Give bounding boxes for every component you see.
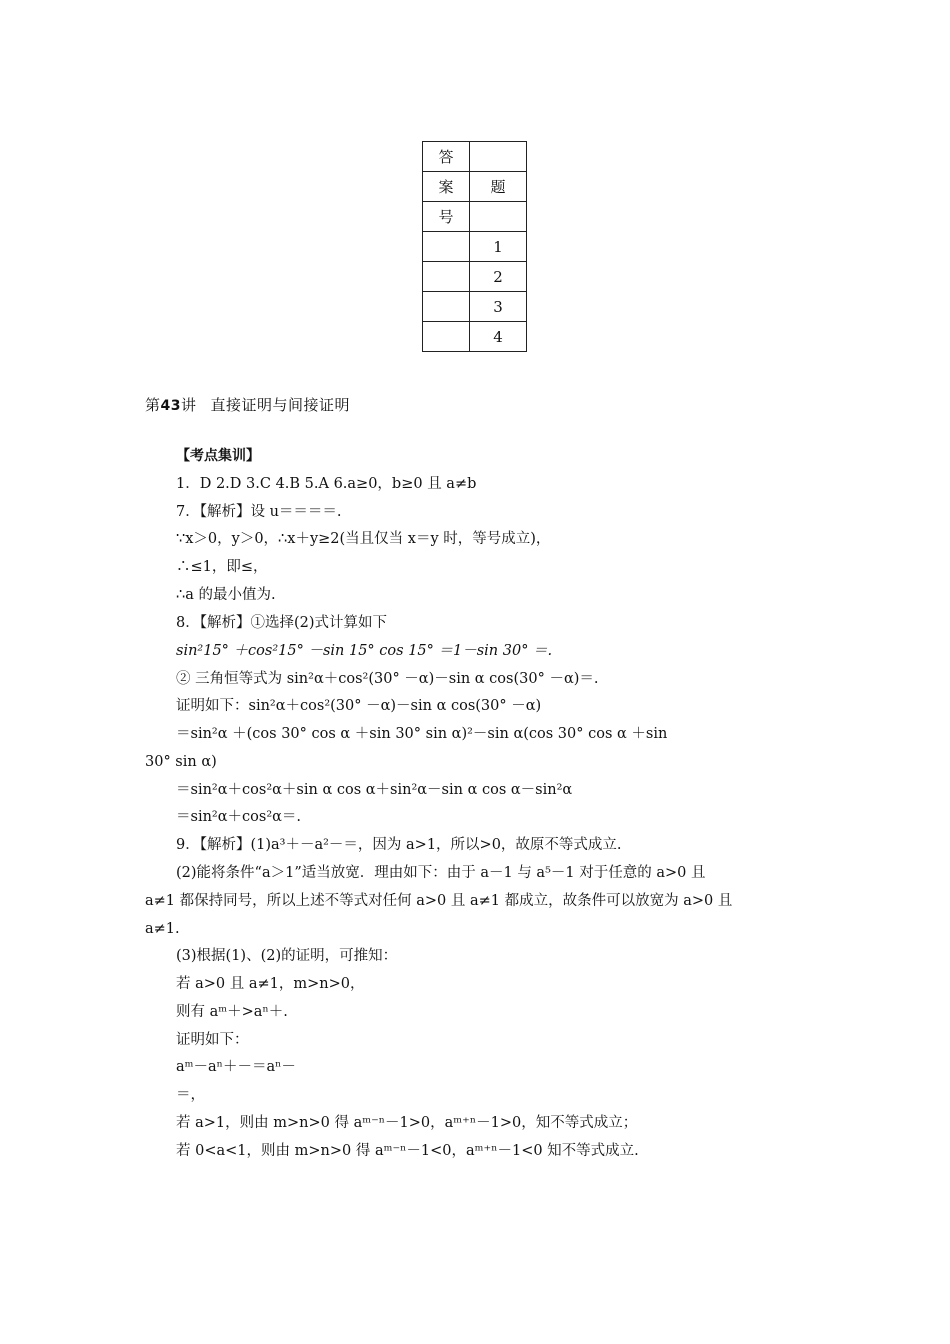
text-line: 若 0<a<1，则由 m>n>0 得 aᵐ⁻ⁿ－1<0，aᵐ⁺ⁿ－1<0 知不等式成立.: [176, 1143, 639, 1159]
answer-table-cell: 题: [470, 172, 527, 202]
answer-table-row: [423, 232, 527, 262]
section-number: 43: [160, 398, 181, 414]
answer-table-cell: 4: [470, 322, 527, 352]
answer-table-row: [423, 292, 527, 322]
text-line: 7．【解析】设 u＝＝＝＝.: [176, 504, 342, 520]
answer-table-row: [423, 142, 527, 172]
answer-table-row: [423, 322, 527, 352]
answer-table: [422, 141, 527, 352]
text-line: ∵x＞0，y＞0，∴x＋y≥2(当且仅当 x＝y 时，等号成立)，: [176, 531, 551, 547]
answer-table-cell: 1: [470, 232, 527, 262]
answer-table-cell: 2: [470, 262, 527, 292]
text-line: ＝sin²α＋cos²α＝.: [176, 809, 302, 825]
text-line: a≠1.: [145, 921, 180, 937]
text-line: aᵐ－aⁿ＋－＝aⁿ－: [176, 1059, 296, 1075]
answer-table-row: [423, 262, 527, 292]
answer-table-cell: [470, 202, 527, 232]
answer-table-cell: 3: [470, 292, 527, 322]
answer-table-row: [423, 172, 527, 202]
answer-table-cell: [423, 322, 470, 352]
text-line: 若 a>1，则由 m>n>0 得 aᵐ⁻ⁿ－1>0，aᵐ⁺ⁿ－1>0，知不等式成立；: [176, 1115, 638, 1131]
answer-table-cell: 号: [423, 202, 470, 232]
text-line: 【考点集训】: [176, 448, 260, 464]
text-line: 证明如下：: [176, 1032, 249, 1048]
answer-table-cell: 案: [423, 172, 470, 202]
text-line: 若 a>0 且 a≠1，m>n>0，: [176, 976, 365, 992]
answer-table-row: [423, 202, 527, 232]
text-line: ＝sin²α＋cos²α＋sin α cos α＋sin²α－sin α cos α－sin²α: [176, 782, 573, 798]
text-line: ＝，: [176, 1087, 205, 1103]
answer-table-cell: 答: [423, 142, 470, 172]
answer-table-cell: [423, 292, 470, 322]
text-line: 则有 aᵐ＋>aⁿ＋.: [176, 1004, 288, 1020]
section-suffix: 讲: [181, 396, 197, 414]
answer-table-cell: [423, 232, 470, 262]
answer-table-cell: [423, 262, 470, 292]
text-line: 证明如下：sin²α＋cos²(30° －α)－sin α cos(30° －α): [176, 698, 542, 714]
text-line: ∴a 的最小值为.: [176, 587, 276, 603]
text-line: 30° sin α): [145, 754, 217, 770]
text-line: 9．【解析】(1)a³＋－a²－＝，因为 a>1，所以>0，故原不等式成立.: [176, 837, 622, 853]
text-line: ② 三角恒等式为 sin²α＋cos²(30° －α)－sin α cos(30° －α)＝.: [176, 671, 599, 687]
text-line: (3)根据(1)、(2)的证明，可推知：: [176, 948, 398, 964]
text-line: a≠1 都保持同号，所以上述不等式对任何 a>0 且 a≠1 都成立，故条件可以放宽为 a>0 且: [145, 893, 733, 909]
section-prefix: 第: [145, 396, 161, 414]
answer-table-cell: [470, 142, 527, 172]
text-line: 8．【解析】①选择(2)式计算如下: [176, 615, 388, 631]
text-line: sin²15° ＋cos²15° －sin 15° cos 15° ＝1－sin 30° ＝.: [176, 643, 553, 659]
text-line: 1．D 2.D 3.C 4.B 5.A 6.a≥0，b≥0 且 a≠b: [176, 476, 477, 492]
text-line: ∴≤1，即≤，: [176, 559, 268, 575]
text-line: ＝sin²α ＋(cos 30° cos α ＋sin 30° sin α)²－sin α(cos 30° cos α ＋sin: [176, 726, 668, 742]
section-title: [145, 394, 350, 415]
text-line: (2)能将条件“a＞1”适当放宽．理由如下：由于 a－1 与 a⁵－1 对于任意的 a>0 且: [176, 865, 706, 881]
section-heading: 直接证明与间接证明: [210, 396, 351, 414]
